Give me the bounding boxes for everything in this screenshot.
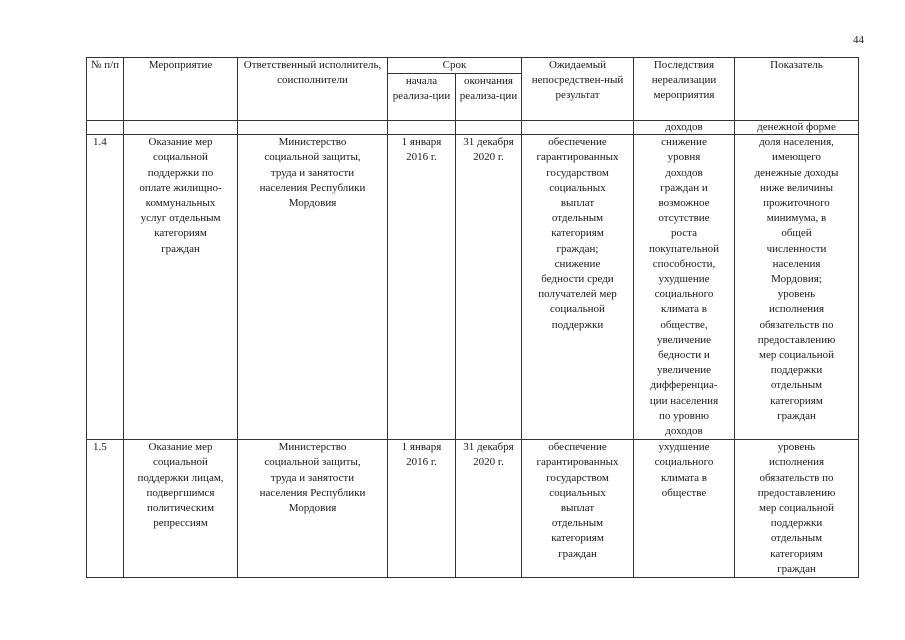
cell-line: социального <box>654 288 714 301</box>
cell-line: социального <box>654 456 714 469</box>
cell-line: выплат <box>560 197 595 210</box>
cell-line: роста <box>671 227 697 240</box>
cell-line: коммунальных <box>145 197 216 210</box>
cell-line: обеспечение <box>548 136 607 149</box>
cell-line: климата в <box>661 303 707 316</box>
cell-line: доходов <box>665 425 703 438</box>
measures-table <box>86 57 859 578</box>
cell-line: 2020 г. <box>473 151 504 164</box>
cell-line: государством <box>546 471 609 484</box>
cell-line: поддержки <box>770 364 823 377</box>
cell-line: обеспечение <box>548 441 607 454</box>
cell-line: социальных <box>549 486 606 499</box>
cell-line: ции населения <box>649 394 719 407</box>
cell-line: бедности среди <box>541 273 614 286</box>
cell-line: минимума, в <box>766 212 827 225</box>
cell-line: гарантированных <box>536 151 619 164</box>
cell-line: обществе <box>661 486 707 499</box>
cell-line: граждан <box>161 242 200 255</box>
cell-line: климата в <box>661 471 707 484</box>
header-event: Мероприятие <box>124 58 238 121</box>
cell-line: уровень <box>777 288 816 301</box>
row-expected <box>522 440 634 578</box>
row-num: 1.5 <box>87 440 124 578</box>
cell-line: Оказание мер <box>148 441 213 454</box>
cell-line: 2016 г. <box>406 456 437 469</box>
cell-line: социальной <box>153 151 208 164</box>
cell-line: категориям <box>551 227 604 240</box>
cell-line: доля населения, <box>759 136 834 149</box>
cell-line: поддержки по <box>147 166 214 179</box>
cell-line: 31 декабря <box>463 136 514 149</box>
row-responsible <box>238 135 388 440</box>
cell-line: государством <box>546 166 609 179</box>
cell-line: 31 декабря <box>463 441 514 454</box>
cell-line: исполнения <box>768 303 825 316</box>
row-responsible <box>238 440 388 578</box>
cell-line: предоставлению <box>757 333 836 346</box>
cont-empty-event <box>124 121 238 135</box>
cell-line: политическим <box>146 502 215 515</box>
row-start <box>388 440 456 578</box>
header-responsible: Ответственный исполнитель, соисполнители <box>238 58 388 121</box>
cell-line: категориям <box>154 227 207 240</box>
cont-indicator: денежной форме <box>735 121 859 135</box>
cell-line: имеющего <box>771 151 822 164</box>
cell-line: граждан и <box>660 181 708 194</box>
cell-line: покупательной <box>648 242 720 255</box>
cell-line: обязательств по <box>759 318 834 331</box>
cell-line: общей <box>781 227 812 240</box>
cell-line: Мордовия; <box>771 273 822 286</box>
cell-line: ухудшение <box>658 441 710 454</box>
cell-line: Мордовия <box>288 502 337 515</box>
cell-line: дифференциа- <box>650 379 718 392</box>
cell-line: граждан; <box>556 242 599 255</box>
cell-line: социальных <box>549 181 606 194</box>
cell-line: социальной <box>550 303 605 316</box>
cell-line: денежные доходы <box>754 166 839 179</box>
row-event <box>124 440 238 578</box>
table-row <box>87 135 859 440</box>
header-expected: Ожидаемый непосредствен-ный результат <box>522 58 634 121</box>
cell-line: Мордовия <box>288 197 337 210</box>
continuation-row <box>87 121 859 135</box>
cell-line: 1 января <box>401 441 442 454</box>
row-start <box>388 135 456 440</box>
cell-line: выплат <box>560 502 595 515</box>
cell-line: категориям <box>770 547 823 560</box>
cell-line: доходов <box>665 166 703 179</box>
header-num: № п/п <box>87 58 124 121</box>
page-number: 44 <box>853 34 864 46</box>
cell-line: ухудшение <box>658 273 710 286</box>
row-end <box>456 440 522 578</box>
cell-line: отсутствие <box>658 212 710 225</box>
cell-line: численности <box>766 242 827 255</box>
cell-line: подвергшимся <box>146 486 215 499</box>
cell-line: снижение <box>554 257 601 270</box>
cell-line: 2016 г. <box>406 151 437 164</box>
cell-line: труда и занятости <box>270 471 355 484</box>
table-row <box>87 440 859 578</box>
cell-line: уровень <box>777 441 816 454</box>
cell-line: снижение <box>661 136 707 149</box>
cell-line: населения <box>772 257 821 270</box>
cell-line: поддержки <box>551 318 604 331</box>
cell-line: бедности и <box>658 349 710 362</box>
cell-line: отдельным <box>770 532 823 545</box>
cell-line: обществе, <box>660 318 708 331</box>
row-end <box>456 135 522 440</box>
cell-line: отдельным <box>551 212 604 225</box>
row-indicator <box>735 135 859 440</box>
cont-empty-end <box>456 121 522 135</box>
cont-consequences: доходов <box>634 121 735 135</box>
header-term-end: окончания реализа-ции <box>456 74 522 121</box>
cell-line: обязательств по <box>759 471 834 484</box>
row-consequences <box>634 135 735 440</box>
cell-line: Министерство <box>278 441 347 454</box>
header-row <box>87 58 859 74</box>
row-consequences <box>634 440 735 578</box>
cell-line: категориям <box>770 394 823 407</box>
cell-line: категориям <box>551 532 604 545</box>
cell-line: граждан <box>777 562 816 575</box>
cell-line: увеличение <box>657 364 711 377</box>
cell-line: поддержки лицам, <box>137 471 224 484</box>
cell-line: граждан <box>558 547 597 560</box>
cell-line: гарантированных <box>536 456 619 469</box>
header-term: Срок <box>388 58 522 74</box>
cell-line: ниже величины <box>760 181 833 194</box>
cell-line: поддержки <box>770 517 823 530</box>
cell-line: уровня <box>667 151 701 164</box>
cell-line: отдельным <box>770 379 823 392</box>
cell-line: отдельным <box>551 517 604 530</box>
cell-line: 2020 г. <box>473 456 504 469</box>
header-consequences: Последствия нереализации мероприятия <box>634 58 735 121</box>
cell-line: способности, <box>652 257 716 270</box>
cell-line: по уровню <box>659 409 709 422</box>
header-indicator: Показатель <box>735 58 859 121</box>
cell-line: социальной защиты, <box>264 151 361 164</box>
header-term-start: начала реализа-ции <box>388 74 456 121</box>
cell-line: 1 января <box>401 136 442 149</box>
cont-empty-responsible <box>238 121 388 135</box>
cell-line: социальной <box>153 456 208 469</box>
cell-line: прожиточного <box>763 197 830 210</box>
cell-line: населения Республики <box>259 181 366 194</box>
cell-line: получателей мер <box>538 288 617 301</box>
cell-line: оплате жилищно- <box>139 181 222 194</box>
cell-line: предоставлению <box>757 486 836 499</box>
row-event <box>124 135 238 440</box>
row-expected <box>522 135 634 440</box>
cell-line: услуг отдельным <box>140 212 221 225</box>
cell-line: мер социальной <box>758 502 834 515</box>
cell-line: Министерство <box>278 136 347 149</box>
row-num: 1.4 <box>87 135 124 440</box>
cell-line: граждан <box>777 409 816 422</box>
cell-line: возможное <box>658 197 710 210</box>
cont-empty-num <box>87 121 124 135</box>
cont-empty-start <box>388 121 456 135</box>
cell-line: населения Республики <box>259 486 366 499</box>
cell-line: мер социальной <box>758 349 834 362</box>
cont-empty-expected <box>522 121 634 135</box>
cell-line: увеличение <box>657 333 711 346</box>
cell-line: социальной защиты, <box>264 456 361 469</box>
cell-line: исполнения <box>768 456 825 469</box>
cell-line: труда и занятости <box>270 166 355 179</box>
cell-line: Оказание мер <box>148 136 213 149</box>
row-indicator <box>735 440 859 578</box>
cell-line: репрессиям <box>153 517 208 530</box>
